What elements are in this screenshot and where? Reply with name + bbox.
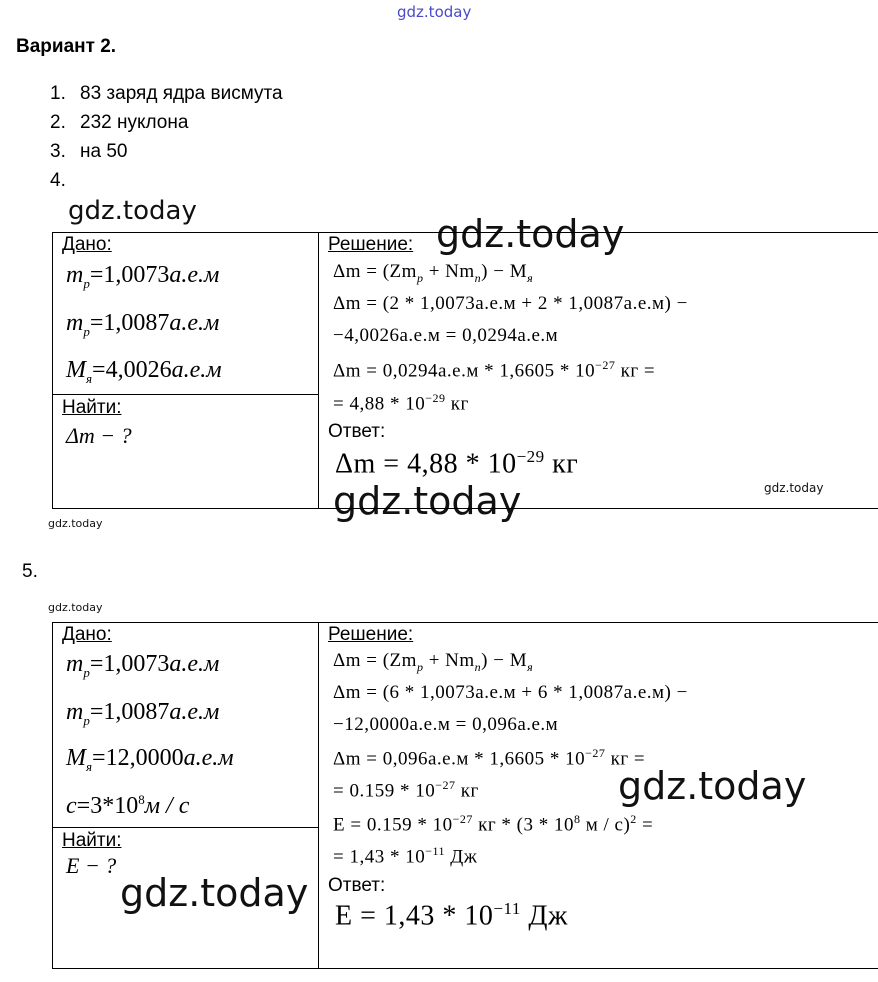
solution-line: −4,0026а.е.м = 0,0294а.е.м bbox=[333, 325, 559, 346]
watermark: gdz.today bbox=[120, 871, 309, 915]
given-value: $M_я=4,0026а.е.м$ bbox=[66, 357, 222, 386]
solution-line: = $4,88 * 10^{-29}$ кг bbox=[333, 391, 469, 415]
watermark: gdz.today bbox=[333, 479, 522, 523]
solution-line: −12,0000а.е.м = 0,096а.е.м bbox=[333, 714, 559, 735]
solution-line: = $1,43 * 10^{-11}$ Дж bbox=[333, 844, 478, 868]
given-value: $m_p=1,0073а.е.м$ bbox=[66, 262, 220, 291]
watermark: gdz.today bbox=[764, 481, 824, 495]
answer-value: $E = 1,43 * 10^{-11}$ Дж bbox=[335, 899, 568, 932]
list-item: 3. на 50 bbox=[50, 141, 128, 162]
solution-line: Δm = (2 * 1,0073а.е.м + 2 * 1,0087а.е.м) − bbox=[333, 293, 688, 314]
given-value: $m_p=1,0073а.е.м$ bbox=[66, 651, 220, 680]
given-value: $m_p=1,0087а.е.м$ bbox=[66, 310, 220, 339]
solution-line: = $0.159 * 10^{-27}$ кг bbox=[333, 778, 479, 802]
list-item: 1. 83 заряд ядра висмута bbox=[50, 83, 283, 104]
find-label: Найти: bbox=[62, 830, 122, 851]
given-value: $c=3*10^8м / с$ bbox=[66, 792, 190, 819]
solution-line: $E = 0.159 * 10^{-27}$ кг * ($3 * 10^8$ м / с)$^2$ = bbox=[333, 812, 654, 836]
watermark: gdz.today bbox=[48, 601, 103, 614]
watermark: gdz.today bbox=[618, 764, 807, 808]
variant-heading: Вариант 2. bbox=[16, 36, 117, 57]
answer-value: $\Delta m = 4,88 * 10^{-29}$ кг bbox=[335, 447, 579, 480]
answer-label: Ответ: bbox=[328, 875, 386, 896]
list-item: 2. 232 нуклона bbox=[50, 112, 189, 133]
table-divider bbox=[318, 232, 319, 509]
find-label: Найти: bbox=[62, 397, 122, 418]
given-label: Дано: bbox=[62, 624, 112, 645]
solution-line: $\Delta m = 0,0294а.е.м * 1,6605 * 10^{-27}$ кг = bbox=[333, 358, 656, 382]
table-divider bbox=[52, 394, 318, 395]
watermark: gdz.today bbox=[48, 517, 103, 530]
find-value: Δm − ? bbox=[66, 423, 132, 448]
watermark: gdz.today bbox=[436, 212, 625, 256]
solution-label: Решение: bbox=[328, 624, 414, 645]
solution-line: $\Delta m = 0,096а.е.м * 1,6605 * 10^{-27}$ кг = bbox=[333, 746, 646, 770]
solution-line: Δm = (6 * 1,0073а.е.м + 6 * 1,0087а.е.м) − bbox=[333, 682, 688, 703]
solution-line: $\Delta m = (Zm_p + Nm_n) - M_я$ bbox=[333, 650, 534, 674]
task-number: 5. bbox=[22, 561, 38, 582]
list-item: 4. bbox=[50, 170, 66, 191]
table-divider bbox=[52, 827, 318, 828]
solution-line: $\Delta m = (Zm_p + Nm_n) - M_я$ bbox=[333, 261, 534, 285]
solution-label: Решение: bbox=[328, 234, 414, 255]
watermark-top: gdz.today bbox=[397, 3, 472, 21]
answer-label: Ответ: bbox=[328, 421, 386, 442]
given-value: $M_я=12,0000а.е.м$ bbox=[66, 745, 234, 774]
find-value: E − ? bbox=[66, 853, 117, 878]
given-value: $m_p=1,0087а.е.м$ bbox=[66, 699, 220, 728]
given-label: Дано: bbox=[62, 234, 112, 255]
table-divider bbox=[318, 622, 319, 969]
watermark: gdz.today bbox=[68, 196, 197, 226]
